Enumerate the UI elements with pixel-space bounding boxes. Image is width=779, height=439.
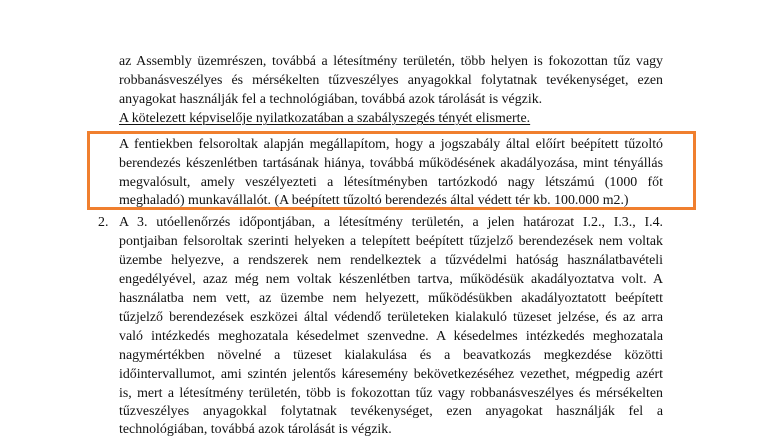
item-line: való intézkedés meghozatala késedelmet szenvedne. A késedelmes intézkedés meghozatala xyxy=(119,329,663,344)
acknowledgement-text: A kötelezett képviselője nyilatkozatában a szabályszegés tényét elismerte. xyxy=(119,111,531,126)
item-line: üzembe helyezve, a rendszerek nem rendelkeztek a tűzvédelmi hatóság használatbavételi xyxy=(119,253,663,268)
acknowledgement-line xyxy=(119,110,663,128)
item-line: tűzveszélyes anyagokkal folytatnak tevékenységet, ezen anyagokat használják fel a xyxy=(119,404,663,419)
highlighted-line: berendezés készenlétben tartásának hiánya, továbbá működésének akadályozása, mint tényállás xyxy=(119,156,663,171)
item-line: A 3. utóellenőrzés időpontjában, a létesítmény területén, a jelen határozat I.2., I.3., I.4. xyxy=(119,215,663,230)
paragraph-line: az Assembly üzemrészen, továbbá a létesítmény területén, több helyen is fokozottan tűz vagy xyxy=(119,54,663,69)
item-line: időintervallumot, ami szintén jelentős káresemény bekövetkezéséhez vezethet, mégpedig azért xyxy=(119,367,663,382)
item-line: technológiában, továbbá azok tárolását is végzik. xyxy=(119,422,392,437)
item-line: pontjaiban felsoroltak szerinti helyeken a telepített beépített tűzjelző berendezések nem voltak xyxy=(119,234,663,249)
paragraph-line: anyagokat használják fel a technológiában, továbbá azok tárolását is végzik. xyxy=(119,92,543,107)
item-line: használatba nem vett, az üzembe nem helyezett, működésükben akadályoztatott beépített xyxy=(119,291,663,306)
paragraph-line: robbanásveszélyes és mérsékelten tűzveszélyes anyagokkal folytatnak tevékenységet, ezen xyxy=(119,73,663,88)
highlighted-line: A fentiekben felsoroltak alapján megállapítom, hogy a jogszabály által előírt beépített tűzoltó xyxy=(119,137,663,152)
item-line: nagymértékben növelné a tüzeset kialakulása és a beavatkozás megkezdése közötti xyxy=(119,348,663,363)
item-line: engedélyével, azaz még nem voltak készenlétben tartva, működésük akadályoztatva volt. A xyxy=(119,272,663,287)
item-number: 2. xyxy=(98,215,109,230)
item-line: is, mert a létesítmény területén, több is fokozottan tűz vagy robbanásveszélyes és mérsékelten xyxy=(119,386,663,401)
item-line: tűzjelző berendezések eszközei által védendő területeken kialakuló tüzeset jelzése, és az arra xyxy=(119,310,663,325)
highlighted-line: meghaladó) munkavállalót. (A beépített tűzoltó berendezés által védett tér kb. 100.000 m2.) xyxy=(119,193,629,208)
highlighted-line: megvalósult, amely veszélyezteti a létesítményben tartózkodó nagy létszámú (1000 főt xyxy=(119,175,663,190)
